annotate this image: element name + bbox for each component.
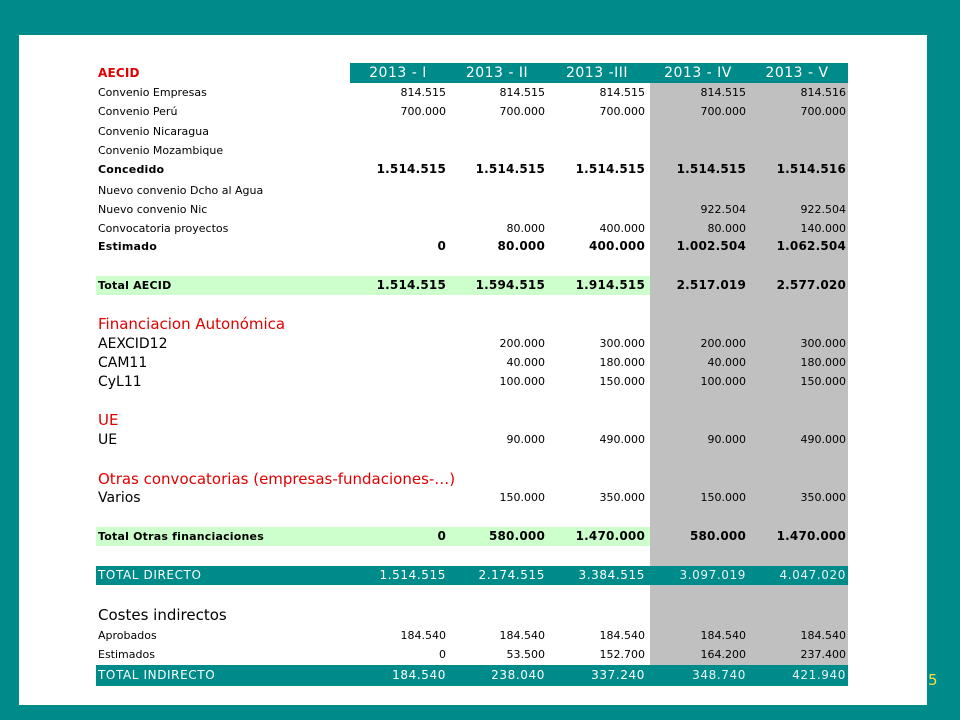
table-row (96, 334, 848, 354)
row-label: TOTAL DIRECTO (98, 568, 202, 582)
cell: 700.000 (599, 105, 645, 118)
row-label: AEXCID12 (98, 336, 168, 352)
cell: 700.000 (400, 105, 446, 118)
cell: 490.000 (599, 433, 645, 446)
cell: 1.914.515 (575, 278, 645, 292)
total-directo-row (96, 566, 848, 585)
estimado-row (96, 237, 848, 256)
table-row (96, 102, 848, 121)
total-indirecto-row (96, 666, 848, 685)
cell: 237.400 (800, 648, 846, 661)
cell: 1.514.515 (575, 162, 645, 176)
cell: 580.000 (689, 529, 746, 543)
cell: 152.700 (599, 648, 645, 661)
cell: 350.000 (599, 491, 645, 504)
cell: 700.000 (800, 105, 846, 118)
cell: 300.000 (599, 337, 645, 350)
cell: 1.062.504 (776, 239, 846, 253)
cell: 2.517.019 (676, 278, 746, 292)
cell: 2.577.020 (776, 278, 846, 292)
indirectos-title: Costes indirectos (98, 606, 227, 624)
cell: 140.000 (800, 222, 846, 235)
table-row (96, 200, 848, 219)
row-label: Convenio Mozambique (98, 144, 224, 157)
cell: 4.047.020 (779, 568, 846, 582)
row-label: Aprobados (98, 629, 157, 642)
table-row (96, 353, 848, 373)
table-row (96, 488, 848, 508)
cell: 0 (437, 529, 446, 543)
row-label: Total Otras financiaciones (98, 530, 264, 543)
section-title (96, 410, 848, 430)
cell: 421.940 (792, 668, 846, 682)
cell: 814.515 (700, 86, 746, 99)
cell: 80.000 (506, 222, 545, 235)
cell: 3.384.515 (578, 568, 645, 582)
cell: 1.514.516 (776, 162, 846, 176)
cell: 700.000 (700, 105, 746, 118)
column-header: 2013 - I (369, 65, 427, 81)
table-row (96, 181, 848, 200)
page-number: 5 (928, 671, 938, 689)
row-label: Concedido (98, 163, 165, 176)
cell: 184.540 (800, 629, 846, 642)
cell: 90.000 (707, 433, 746, 446)
concedido-row (96, 160, 848, 179)
table-row (96, 626, 848, 645)
row-label: UE (98, 432, 118, 448)
cell: 40.000 (506, 356, 545, 369)
table-row (96, 645, 848, 664)
cell: 1.470.000 (575, 529, 645, 543)
cell: 180.000 (800, 356, 846, 369)
cell: 1.514.515 (376, 278, 446, 292)
row-label: Total AECID (98, 279, 172, 292)
cell: 150.000 (800, 375, 846, 388)
row-label: Estimados (98, 648, 155, 661)
cell: 400.000 (588, 239, 645, 253)
cell: 3.097.019 (679, 568, 746, 582)
cell: 1.470.000 (776, 529, 846, 543)
row-label: Convenio Empresas (98, 86, 207, 99)
row-label: Nuevo convenio Nic (98, 203, 208, 216)
cell: 580.000 (488, 529, 545, 543)
cell: 0 (439, 648, 446, 661)
cell: 150.000 (599, 375, 645, 388)
cell: 184.540 (700, 629, 746, 642)
section-title (96, 605, 848, 625)
row-label: Convocatoria proyectos (98, 222, 229, 235)
cell: 200.000 (700, 337, 746, 350)
row-label: CAM11 (98, 355, 148, 371)
cell: 400.000 (599, 222, 645, 235)
cell: 164.200 (700, 648, 746, 661)
cell: 150.000 (499, 491, 545, 504)
cell: 1.002.504 (676, 239, 746, 253)
cell: 40.000 (707, 356, 746, 369)
cell: 100.000 (700, 375, 746, 388)
cell: 238.040 (491, 668, 545, 682)
cell: 53.500 (506, 648, 545, 661)
column-header: 2013 - V (765, 65, 829, 81)
row-label: CyL11 (98, 374, 142, 390)
cell: 1.514.515 (379, 568, 446, 582)
total-otras-row (96, 527, 848, 546)
cell: 814.516 (800, 86, 846, 99)
cell: 184.540 (392, 668, 446, 682)
cell: 1.514.515 (676, 162, 746, 176)
cell: 184.540 (599, 629, 645, 642)
row-label: TOTAL INDIRECTO (98, 668, 216, 682)
cell: 0 (437, 239, 446, 253)
cell: 184.540 (400, 629, 446, 642)
cell: 300.000 (800, 337, 846, 350)
row-label: Varios (98, 490, 141, 506)
cell: 200.000 (499, 337, 545, 350)
cell: 814.515 (400, 86, 446, 99)
cell: 490.000 (800, 433, 846, 446)
cell: 814.515 (499, 86, 545, 99)
cell: 700.000 (499, 105, 545, 118)
column-header: 2013 - IV (664, 65, 732, 81)
cell: 922.504 (800, 203, 846, 216)
cell: 2.174.515 (478, 568, 545, 582)
table-row (96, 219, 848, 238)
table-row (96, 372, 848, 392)
row-label: Estimado (98, 240, 158, 253)
section-title (96, 469, 848, 489)
column-header: 2013 -III (565, 65, 629, 81)
header-row (96, 63, 848, 83)
cell: 150.000 (700, 491, 746, 504)
ue-title: UE (98, 411, 119, 429)
table-row (96, 83, 848, 102)
cell: 100.000 (499, 375, 545, 388)
table-row (96, 141, 848, 160)
cell: 1.514.515 (376, 162, 446, 176)
aecid-title: AECID (98, 66, 140, 80)
cell: 1.594.515 (475, 278, 545, 292)
cell: 1.514.515 (475, 162, 545, 176)
cell: 90.000 (506, 433, 545, 446)
cell: 348.740 (692, 668, 746, 682)
row-label: Convenio Perú (98, 105, 178, 118)
cell: 814.515 (599, 86, 645, 99)
cell: 184.540 (499, 629, 545, 642)
cell: 80.000 (707, 222, 746, 235)
table-row (96, 122, 848, 141)
cell: 922.504 (700, 203, 746, 216)
autonomica-title: Financiacion Autonómica (98, 315, 286, 333)
table-row (96, 430, 848, 450)
cell: 350.000 (800, 491, 846, 504)
section-title (96, 314, 848, 334)
column-header: 2013 - II (465, 65, 529, 81)
row-label: Convenio Nicaragua (98, 125, 209, 138)
row-label: Nuevo convenio Dcho al Agua (98, 184, 264, 197)
cell: 337.240 (591, 668, 645, 682)
otras-title: Otras convocatorias (empresas-fundaciones-…) (98, 470, 456, 488)
cell: 180.000 (599, 356, 645, 369)
total-aecid-row (96, 276, 848, 295)
cell: 80.000 (497, 239, 545, 253)
